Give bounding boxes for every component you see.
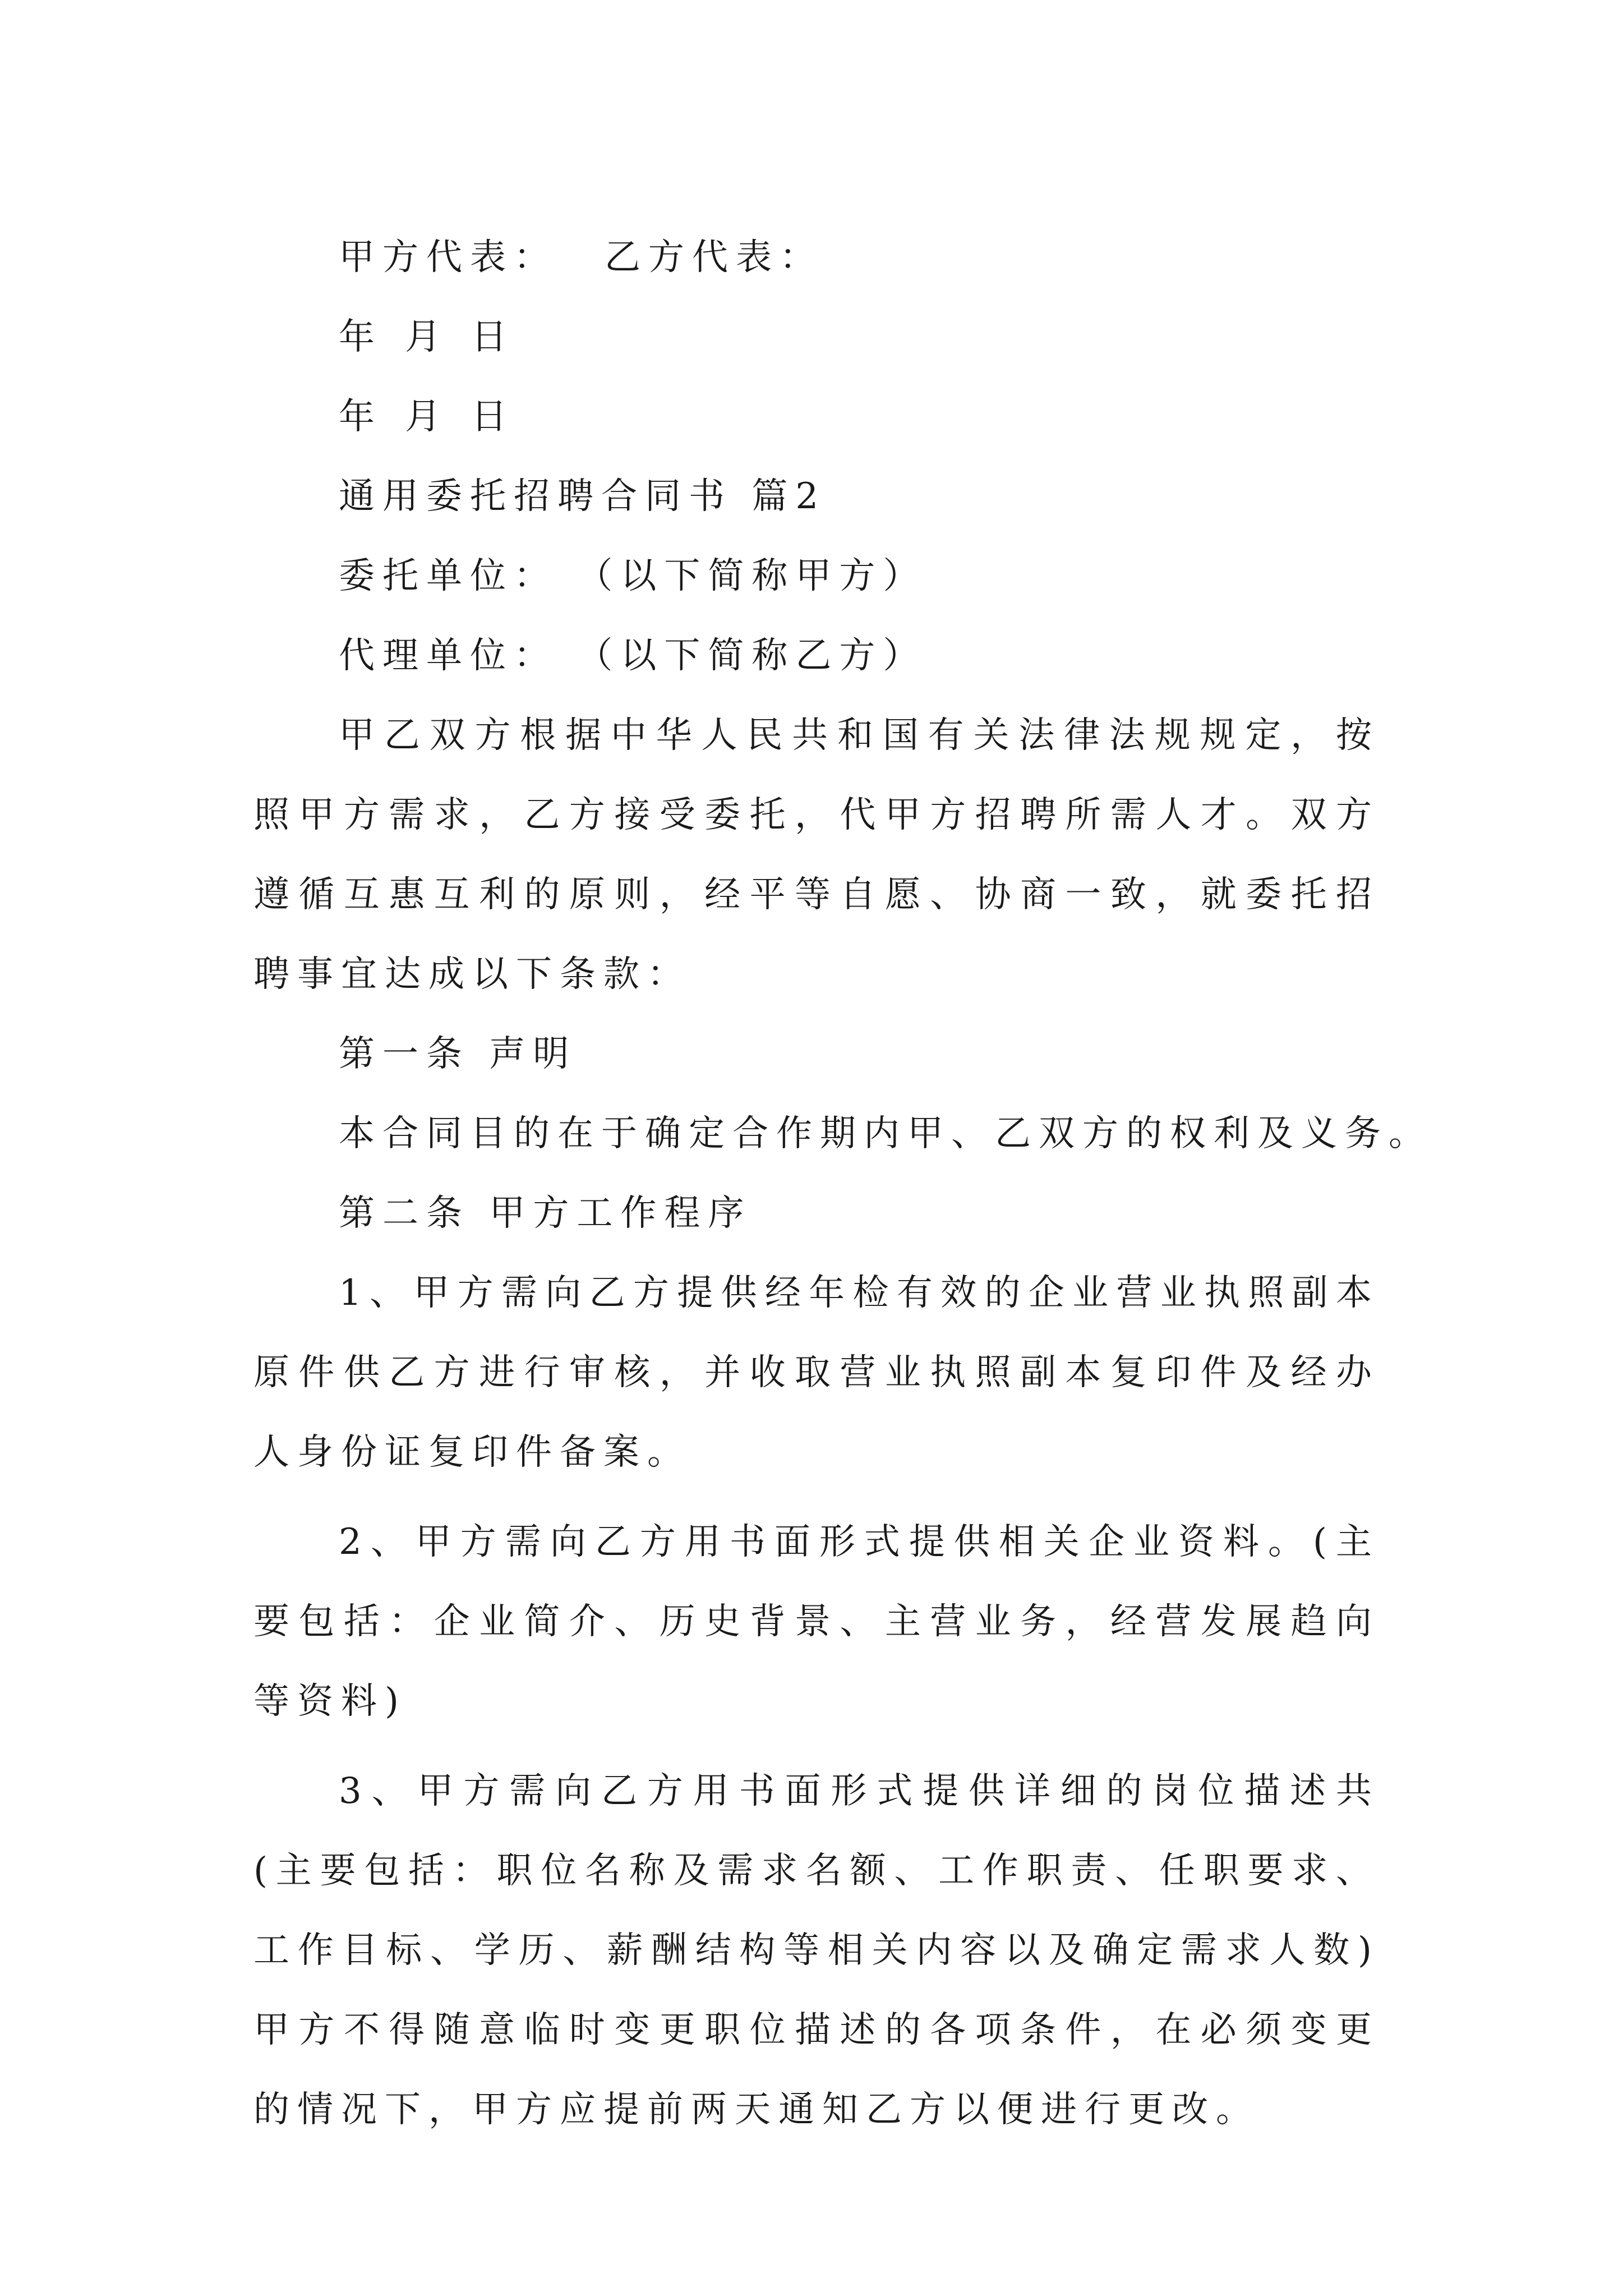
date-line-1	[253, 297, 1380, 377]
article-2-item-1: 1、甲方需向乙方提供经年检有效的企业营业执照副本原件供乙方进行审核，并收取营业执照副本复印件及经办人身份证复印件备案。	[253, 1272, 1380, 1473]
entrusting-party: 委托单位： （以下简称甲方）	[339, 555, 927, 597]
party-b-representative: 乙方代表：	[605, 237, 823, 278]
date-line-2	[253, 377, 1380, 457]
section-title: 通用委托招聘合同书 篇2	[339, 476, 827, 517]
date-day: 日	[471, 396, 515, 438]
date-day: 日	[471, 316, 515, 358]
article-1-body: 本合同目的在于确定合作期内甲、乙双方的权利及义务。	[339, 1113, 1432, 1154]
article-2-item-3: 3、甲方需向乙方用书面形式提供详细的岗位描述共(主要包括：职位名称及需求名额、工作职责、任职要求、工作目标、学历、薪酬结构等相关内容以及确定需求人数) 甲方不得随意临时变更职位描述的各项条件，在必须变更的情况下，甲方应提前两天通知乙方以便进行更改。	[253, 1770, 1380, 2131]
article-2-heading: 第二条 甲方工作程序	[339, 1193, 752, 1234]
date-month: 月	[405, 316, 449, 358]
party-a-representative: 甲方代表：	[339, 237, 557, 278]
article-1-heading: 第一条 声明	[339, 1033, 577, 1075]
preamble-paragraph: 甲乙双方根据中华人民共和国有关法律法规规定，按照甲方需求，乙方接受委托，代甲方招聘所需人才。双方遵循互惠互利的原则，经平等自愿、协商一致，就委托招聘事宜达成以下条款：	[253, 715, 1380, 995]
date-year: 年	[339, 396, 382, 438]
date-year: 年	[339, 316, 382, 358]
document-body	[253, 218, 1432, 2150]
date-month: 月	[405, 396, 449, 438]
signature-line	[253, 218, 1380, 297]
agent-party: 代理单位： （以下简称乙方）	[339, 635, 927, 677]
article-2-item-2: 2、甲方需向乙方用书面形式提供相关企业资料。(主要包括：企业简介、历史背景、主营业务，经营发展趋向等资料)	[253, 1521, 1380, 1722]
